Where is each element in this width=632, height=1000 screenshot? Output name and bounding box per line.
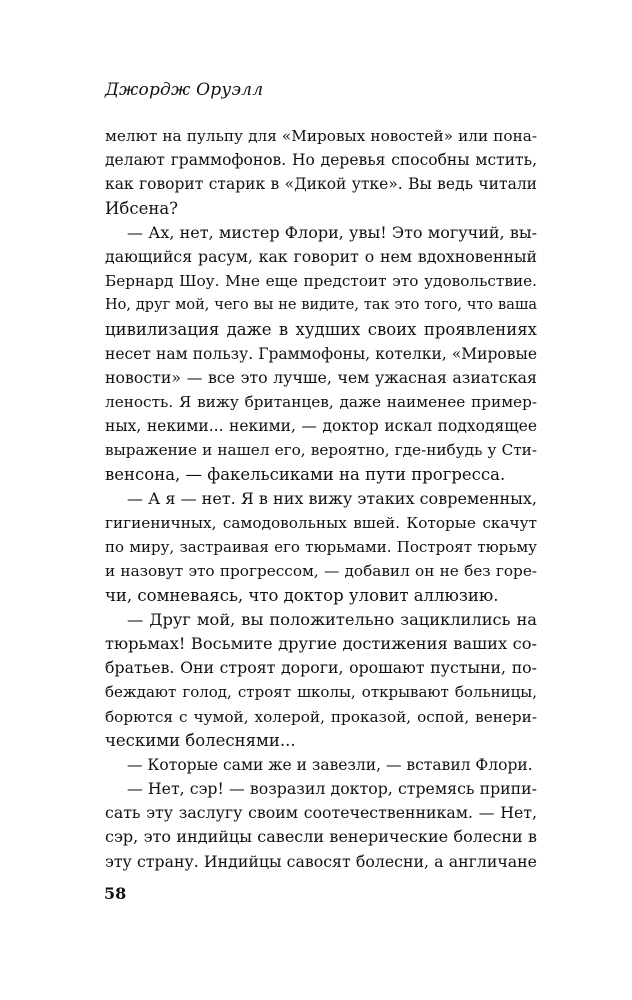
text-line: — Нет, сэр! — возразил доктор, стремясь припи-: [127, 779, 537, 799]
text-line: новости» — все это лучше, чем ужасная азиатская: [105, 367, 537, 387]
text-line: — Друг мой, вы положительно зациклились на: [127, 609, 537, 629]
text-line: ных, некими... некими, — доктор искал подходящее: [105, 417, 537, 436]
text-line: венсона, — факельсиками на пути прогресса.: [105, 464, 506, 484]
text-line: Но, друг мой, чего вы не видите, так это того, что ваша: [105, 297, 537, 314]
text-line: Ибсена?: [105, 198, 179, 218]
text-line: Бернард Шоу. Мне еще предстоит это удовольствие.: [105, 272, 537, 291]
text-line: несет нам пользу. Граммофоны, котелки, «Мировые: [105, 344, 537, 363]
body-text: [105, 124, 537, 874]
text-line: мелют на пульпу для «Мировых новостей» или пона-: [105, 127, 537, 145]
text-line: ческими болеснями...: [105, 730, 296, 750]
text-line: и назовут это прогрессом, — добавил он не без горе-: [105, 562, 537, 581]
text-line: дающийся расум, как говорит о нем вдохновенный: [105, 246, 537, 266]
text-line: — Ах, нет, мистер Флори, увы! Это могучий, вы-: [127, 222, 537, 242]
text-line: борются с чумой, холерой, проказой, оспой, венери-: [105, 707, 537, 726]
text-line: беждают голод, строят школы, открывают больницы,: [105, 683, 537, 702]
text-line: цивилизация даже в худших своих проявлениях: [105, 319, 537, 339]
text-line: как говорит старик в «Дикой утке». Вы ведь читали: [105, 175, 537, 194]
text-line: эту страну. Индийцы савосят болесни, а англичане: [105, 851, 537, 871]
page-number: 58: [104, 884, 127, 903]
text-line: братьев. Они строят дороги, орошают пустыни, по-: [105, 658, 537, 678]
text-line: по миру, застраивая его тюрьмами. Построят тюрьму: [105, 538, 537, 557]
text-line: тюрьмах! Восьмите другие достижения ваших со-: [105, 633, 537, 653]
text-line: выражение и нашел его, вероятно, где-нибудь у Сти-: [105, 441, 537, 460]
text-line: — Которые сами же и завезли, — вставил Флори.: [127, 755, 533, 774]
running-header: Джордж Оруэлл: [105, 80, 264, 100]
text-line: — А я — нет. Я в них вижу этаких современных,: [127, 488, 537, 508]
text-line: чи, сомневаясь, что доктор уловит аллюзию.: [105, 585, 499, 605]
text-line: делают граммофонов. Но деревья способны мстить,: [105, 151, 537, 170]
text-line: гигиеничных, самодовольных вшей. Которые скачут: [105, 514, 537, 532]
text-line: леность. Я вижу британцев, даже наименее пример-: [105, 393, 537, 412]
text-line: сэр, это индийцы савесли венерические болесни в: [105, 827, 537, 847]
text-line: сать эту заслугу своим соотечественникам. — Нет,: [105, 803, 537, 823]
